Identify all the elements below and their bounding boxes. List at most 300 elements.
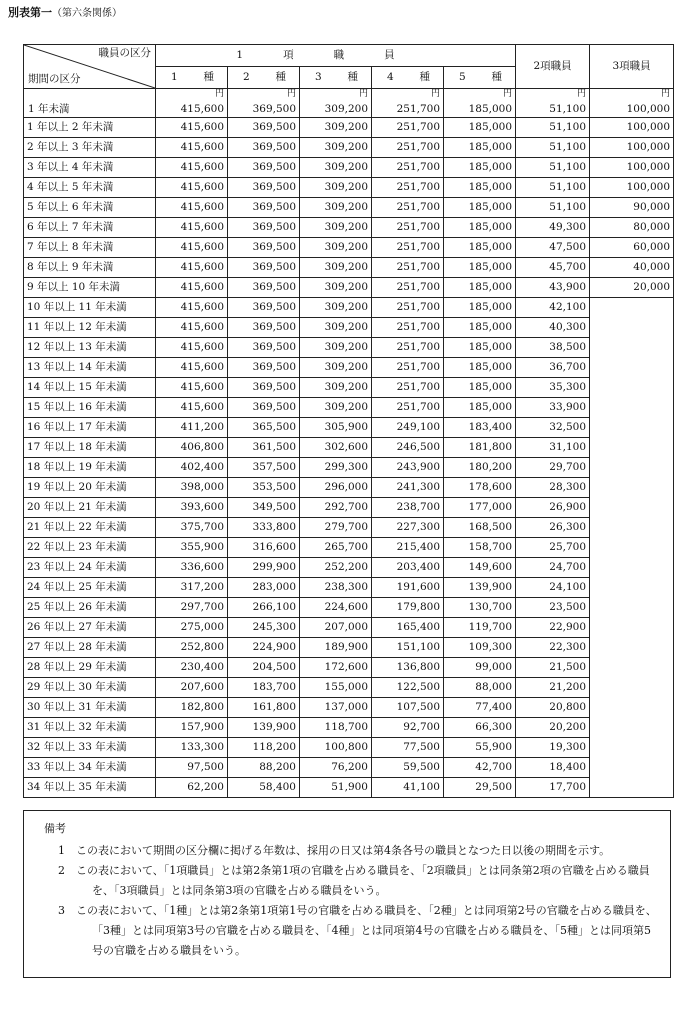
amount-cell: 415,600 xyxy=(156,278,228,298)
yen-unit-label: 円 xyxy=(661,89,671,99)
amount-cell: 251,700 xyxy=(372,298,444,318)
amount-cell: 369,500 xyxy=(228,318,300,338)
amount-cell: 177,000 xyxy=(444,498,516,518)
amount-cell: 168,500 xyxy=(444,518,516,538)
amount-cell: 23,500 xyxy=(516,598,590,618)
amount-cell: 183,700 xyxy=(228,678,300,698)
amount-cell: 100,000 xyxy=(590,178,674,198)
amount-value: 51,100 xyxy=(549,103,587,115)
period-cell: 25 年以上 26 年未満 xyxy=(24,598,156,618)
period-cell: 19 年以上 20 年未満 xyxy=(24,478,156,498)
amount-cell: 51,100 xyxy=(516,198,590,218)
period-cell: 21 年以上 22 年未満 xyxy=(24,518,156,538)
amount-cell: 411,200 xyxy=(156,418,228,438)
amount-cell: 355,900 xyxy=(156,538,228,558)
amount-cell: 251,700 xyxy=(372,318,444,338)
amount-cell: 41,100 xyxy=(372,778,444,798)
class-number: 3 xyxy=(315,71,322,83)
period-cell: 29 年以上 30 年未満 xyxy=(24,678,156,698)
amount-cell: 415,600 xyxy=(156,298,228,318)
amount-cell: 309,200 xyxy=(300,198,372,218)
blank-cell xyxy=(590,538,674,558)
amount-cell: 361,500 xyxy=(228,438,300,458)
amount-value: 251,700 xyxy=(396,103,440,115)
header-corner-cell xyxy=(24,45,156,89)
amount-cell: 189,900 xyxy=(300,638,372,658)
table-title xyxy=(8,4,122,20)
period-cell: 11 年以上 12 年未満 xyxy=(24,318,156,338)
period-cell: 31 年以上 32 年未満 xyxy=(24,718,156,738)
class-header-3 xyxy=(300,67,372,89)
class-unit: 種 xyxy=(203,71,214,83)
period-cell: 2 年以上 3 年未満 xyxy=(24,138,156,158)
amount-cell: 99,000 xyxy=(444,658,516,678)
amount-cell: 241,300 xyxy=(372,478,444,498)
period-cell: 9 年以上 10 年未満 xyxy=(24,278,156,298)
amount-cell: 60,000 xyxy=(590,238,674,258)
class-unit: 種 xyxy=(491,71,503,83)
role-division-label: 職員の区分 xyxy=(98,47,151,59)
amount-cell: 309,200 xyxy=(300,278,372,298)
amount-cell: 251,700 xyxy=(372,178,444,198)
amount-cell: 185,000 xyxy=(444,398,516,418)
amount-cell: 292,700 xyxy=(300,498,372,518)
amount-cell: 118,700 xyxy=(300,718,372,738)
amount-cell: 415,600 xyxy=(156,358,228,378)
amount-cell: 299,300 xyxy=(300,458,372,478)
amount-cell: 100,000 xyxy=(590,158,674,178)
amount-cell: 42,100 xyxy=(516,298,590,318)
amount-cell: 309,200 xyxy=(300,318,372,338)
period-cell: 30 年以上 31 年未満 xyxy=(24,698,156,718)
amount-cell: 161,800 xyxy=(228,698,300,718)
period-cell: 34 年以上 35 年未満 xyxy=(24,778,156,798)
amount-cell: 183,400 xyxy=(444,418,516,438)
blank-cell xyxy=(590,318,674,338)
amount-cell: 251,700 xyxy=(372,118,444,138)
table-body xyxy=(24,45,674,798)
amount-cell: 333,800 xyxy=(228,518,300,538)
amount-cell: 49,300 xyxy=(516,218,590,238)
amount-cell: 309,200 xyxy=(300,398,372,418)
blank-cell xyxy=(590,678,674,698)
amount-cell: 215,400 xyxy=(372,538,444,558)
amount-cell: 21,500 xyxy=(516,658,590,678)
amount-cell: 415,600 xyxy=(156,198,228,218)
amount-cell: 32,500 xyxy=(516,418,590,438)
table-row xyxy=(24,158,674,178)
blank-cell xyxy=(590,778,674,798)
amount-cell xyxy=(444,89,516,118)
amount-cell: 249,100 xyxy=(372,418,444,438)
amount-cell: 296,000 xyxy=(300,478,372,498)
period-cell: 15 年以上 16 年未満 xyxy=(24,398,156,418)
class-header-4 xyxy=(372,67,444,89)
amount-cell: 185,000 xyxy=(444,298,516,318)
period-cell: 4 年以上 5 年未満 xyxy=(24,178,156,198)
amount-cell: 415,600 xyxy=(156,218,228,238)
amount-cell: 251,700 xyxy=(372,358,444,378)
amount-cell: 29,500 xyxy=(444,778,516,798)
blank-cell xyxy=(590,598,674,618)
amount-cell: 305,900 xyxy=(300,418,372,438)
amount-cell: 203,400 xyxy=(372,558,444,578)
period-cell: 6 年以上 7 年未満 xyxy=(24,218,156,238)
amount-cell: 185,000 xyxy=(444,378,516,398)
period-cell: 23 年以上 24 年未満 xyxy=(24,558,156,578)
amount-cell: 402,400 xyxy=(156,458,228,478)
amount-cell: 38,500 xyxy=(516,338,590,358)
table-row xyxy=(24,398,674,418)
amount-cell: 415,600 xyxy=(156,178,228,198)
amount-cell: 21,200 xyxy=(516,678,590,698)
amount-cell: 26,300 xyxy=(516,518,590,538)
notes-box xyxy=(23,810,671,978)
table-row xyxy=(24,678,674,698)
blank-cell xyxy=(590,558,674,578)
amount-cell: 40,000 xyxy=(590,258,674,278)
amount-cell: 20,800 xyxy=(516,698,590,718)
allowance-table xyxy=(23,44,674,798)
amount-cell: 302,600 xyxy=(300,438,372,458)
amount-cell: 36,700 xyxy=(516,358,590,378)
amount-cell: 45,700 xyxy=(516,258,590,278)
amount-cell: 309,200 xyxy=(300,138,372,158)
table-row xyxy=(24,698,674,718)
amount-cell: 369,500 xyxy=(228,118,300,138)
amount-cell xyxy=(372,89,444,118)
amount-value: 100,000 xyxy=(626,103,671,115)
amount-cell: 90,000 xyxy=(590,198,674,218)
amount-cell: 369,500 xyxy=(228,258,300,278)
amount-cell: 107,500 xyxy=(372,698,444,718)
note-item-1: 1 この表において期間の区分欄に掲げる年数は、採用の日又は第4条各号の職員となつた日以後の期間を示す。 xyxy=(58,844,611,857)
blank-cell xyxy=(590,718,674,738)
amount-cell: 20,000 xyxy=(590,278,674,298)
amount-cell: 180,200 xyxy=(444,458,516,478)
table-row xyxy=(24,558,674,578)
amount-cell: 51,100 xyxy=(516,158,590,178)
table-row xyxy=(24,418,674,438)
amount-cell: 47,500 xyxy=(516,238,590,258)
period-cell: 16 年以上 17 年未満 xyxy=(24,418,156,438)
amount-cell: 415,600 xyxy=(156,378,228,398)
amount-cell: 251,700 xyxy=(372,398,444,418)
blank-cell xyxy=(590,658,674,678)
amount-cell: 299,900 xyxy=(228,558,300,578)
amount-cell: 309,200 xyxy=(300,178,372,198)
amount-cell: 415,600 xyxy=(156,158,228,178)
amount-cell: 179,800 xyxy=(372,598,444,618)
amount-cell: 130,700 xyxy=(444,598,516,618)
table-row xyxy=(24,298,674,318)
amount-cell: 66,300 xyxy=(444,718,516,738)
amount-cell: 51,100 xyxy=(516,178,590,198)
amount-cell: 88,200 xyxy=(228,758,300,778)
amount-cell: 336,600 xyxy=(156,558,228,578)
amount-cell: 369,500 xyxy=(228,138,300,158)
table-row xyxy=(24,178,674,198)
amount-cell: 185,000 xyxy=(444,338,516,358)
amount-cell: 309,200 xyxy=(300,258,372,278)
blank-cell xyxy=(590,618,674,638)
table-row xyxy=(24,378,674,398)
amount-cell: 243,900 xyxy=(372,458,444,478)
amount-cell: 309,200 xyxy=(300,158,372,178)
amount-cell: 31,100 xyxy=(516,438,590,458)
amount-cell: 97,500 xyxy=(156,758,228,778)
amount-cell: 191,600 xyxy=(372,578,444,598)
table-row xyxy=(24,738,674,758)
amount-cell: 246,500 xyxy=(372,438,444,458)
amount-cell: 224,900 xyxy=(228,638,300,658)
amount-cell: 204,500 xyxy=(228,658,300,678)
class-header-5 xyxy=(444,67,516,89)
amount-cell: 185,000 xyxy=(444,318,516,338)
note-item-3: 3 この表において、「1種」とは第2条第1項第1号の官職を占める職員を、「2種」とは同項第2号の官職を占める職員を、「3種」とは同項第3号の官職を占める職員を、「4種」とは同項第4号の官職を占める職員を、「5種」とは同項第5号の官職を占める職員をいう。 xyxy=(58,904,657,957)
amount-cell: 369,500 xyxy=(228,158,300,178)
amount-cell: 251,700 xyxy=(372,158,444,178)
amount-cell xyxy=(228,89,300,118)
amount-cell: 251,700 xyxy=(372,378,444,398)
amount-cell: 415,600 xyxy=(156,118,228,138)
table-row xyxy=(24,498,674,518)
amount-cell: 393,600 xyxy=(156,498,228,518)
amount-cell: 51,900 xyxy=(300,778,372,798)
period-cell: 13 年以上 14 年未満 xyxy=(24,358,156,378)
amount-cell: 369,500 xyxy=(228,278,300,298)
class-number: 4 xyxy=(387,71,394,83)
amount-cell: 297,700 xyxy=(156,598,228,618)
amount-cell: 26,900 xyxy=(516,498,590,518)
amount-cell: 230,400 xyxy=(156,658,228,678)
amount-cell: 309,200 xyxy=(300,338,372,358)
table-row xyxy=(24,438,674,458)
amount-cell: 415,600 xyxy=(156,258,228,278)
table-row xyxy=(24,658,674,678)
table-row xyxy=(24,318,674,338)
amount-cell: 185,000 xyxy=(444,198,516,218)
period-cell: 33 年以上 34 年未満 xyxy=(24,758,156,778)
amount-cell: 349,500 xyxy=(228,498,300,518)
amount-cell: 251,700 xyxy=(372,238,444,258)
amount-cell: 398,000 xyxy=(156,478,228,498)
amount-cell: 155,000 xyxy=(300,678,372,698)
amount-cell: 415,600 xyxy=(156,318,228,338)
blank-cell xyxy=(590,498,674,518)
blank-cell xyxy=(590,298,674,318)
period-cell: 22 年以上 23 年未満 xyxy=(24,538,156,558)
amount-cell: 181,800 xyxy=(444,438,516,458)
blank-cell xyxy=(590,738,674,758)
amount-cell: 309,200 xyxy=(300,118,372,138)
amount-cell: 76,200 xyxy=(300,758,372,778)
amount-cell: 22,900 xyxy=(516,618,590,638)
amount-cell: 59,500 xyxy=(372,758,444,778)
amount-cell: 92,700 xyxy=(372,718,444,738)
blank-cell xyxy=(590,698,674,718)
amount-cell: 185,000 xyxy=(444,278,516,298)
amount-cell: 17,700 xyxy=(516,778,590,798)
note-item-2: 2 この表において、「1項職員」とは第2条第1項の官職を占める職員を、「2項職員」とは同条第2項の官職を占める職員を、「3項職員」とは同条第3項の官職を占める職員をいう。 xyxy=(58,864,650,897)
amount-cell xyxy=(156,89,228,118)
period-cell: 1 年以上 2 年未満 xyxy=(24,118,156,138)
amount-cell: 100,000 xyxy=(590,118,674,138)
period-cell: 17 年以上 18 年未満 xyxy=(24,438,156,458)
amount-cell: 224,600 xyxy=(300,598,372,618)
amount-cell: 51,100 xyxy=(516,118,590,138)
amount-cell: 251,700 xyxy=(372,258,444,278)
amount-cell: 28,300 xyxy=(516,478,590,498)
table-row xyxy=(24,758,674,778)
period-cell: 14 年以上 15 年未満 xyxy=(24,378,156,398)
amount-cell: 137,000 xyxy=(300,698,372,718)
amount-cell: 279,700 xyxy=(300,518,372,538)
amount-cell: 185,000 xyxy=(444,258,516,278)
amount-value: 415,600 xyxy=(180,103,224,115)
amount-cell xyxy=(590,89,674,118)
period-cell: 24 年以上 25 年未満 xyxy=(24,578,156,598)
period-cell: 27 年以上 28 年未満 xyxy=(24,638,156,658)
amount-cell: 309,200 xyxy=(300,358,372,378)
class-unit: 種 xyxy=(419,71,430,83)
table-row xyxy=(24,478,674,498)
group1-header: 1項職員 xyxy=(156,45,516,67)
blank-cell xyxy=(590,438,674,458)
amount-cell: 251,700 xyxy=(372,278,444,298)
amount-cell: 118,200 xyxy=(228,738,300,758)
table-row xyxy=(24,258,674,278)
yen-unit-label: 円 xyxy=(430,89,440,99)
blank-cell xyxy=(590,418,674,438)
amount-cell: 316,600 xyxy=(228,538,300,558)
yen-unit-label: 円 xyxy=(503,89,513,99)
period-cell xyxy=(24,89,156,118)
amount-cell: 33,900 xyxy=(516,398,590,418)
class-header-1 xyxy=(156,67,228,89)
blank-cell xyxy=(590,358,674,378)
blank-cell xyxy=(590,398,674,418)
blank-cell xyxy=(590,458,674,478)
table-row xyxy=(24,89,674,118)
amount-cell: 369,500 xyxy=(228,238,300,258)
amount-cell: 251,700 xyxy=(372,138,444,158)
amount-cell: 51,100 xyxy=(516,138,590,158)
amount-cell: 182,800 xyxy=(156,698,228,718)
period-cell: 7 年以上 8 年未満 xyxy=(24,238,156,258)
amount-cell: 149,600 xyxy=(444,558,516,578)
amount-cell: 185,000 xyxy=(444,178,516,198)
amount-cell: 357,500 xyxy=(228,458,300,478)
amount-cell: 35,300 xyxy=(516,378,590,398)
period-cell: 26 年以上 27 年未満 xyxy=(24,618,156,638)
amount-cell: 251,700 xyxy=(372,198,444,218)
amount-cell: 178,600 xyxy=(444,478,516,498)
amount-cell: 139,900 xyxy=(228,718,300,738)
amount-value: 185,000 xyxy=(468,103,513,115)
amount-cell: 185,000 xyxy=(444,218,516,238)
period-cell: 32 年以上 33 年未満 xyxy=(24,738,156,758)
amount-cell xyxy=(300,89,372,118)
amount-value: 309,200 xyxy=(324,103,368,115)
period-cell: 10 年以上 11 年未満 xyxy=(24,298,156,318)
table-row xyxy=(24,638,674,658)
table-row xyxy=(24,598,674,618)
yen-unit-label: 円 xyxy=(214,89,224,99)
period-cell: 20 年以上 21 年未満 xyxy=(24,498,156,518)
class-header-2 xyxy=(228,67,300,89)
amount-cell xyxy=(516,89,590,118)
table-row xyxy=(24,338,674,358)
amount-cell: 369,500 xyxy=(228,198,300,218)
period-cell: 5 年以上 6 年未満 xyxy=(24,198,156,218)
amount-cell: 375,700 xyxy=(156,518,228,538)
yen-unit-label: 円 xyxy=(358,89,368,99)
class-number: 1 xyxy=(171,71,178,83)
amount-cell: 43,900 xyxy=(516,278,590,298)
table-row xyxy=(24,138,674,158)
amount-cell: 77,500 xyxy=(372,738,444,758)
class-number: 5 xyxy=(459,71,466,83)
header-row-1 xyxy=(24,45,674,67)
amount-cell: 172,600 xyxy=(300,658,372,678)
table-row xyxy=(24,358,674,378)
table-row xyxy=(24,118,674,138)
amount-cell: 20,200 xyxy=(516,718,590,738)
amount-cell: 29,700 xyxy=(516,458,590,478)
class-unit: 種 xyxy=(347,71,358,83)
amount-cell: 109,300 xyxy=(444,638,516,658)
amount-cell: 207,000 xyxy=(300,618,372,638)
amount-cell: 415,600 xyxy=(156,338,228,358)
table-row xyxy=(24,578,674,598)
table-row xyxy=(24,718,674,738)
amount-cell: 158,700 xyxy=(444,538,516,558)
table-row xyxy=(24,238,674,258)
amount-cell: 251,700 xyxy=(372,338,444,358)
amount-cell: 80,000 xyxy=(590,218,674,238)
amount-cell: 283,000 xyxy=(228,578,300,598)
amount-cell: 22,300 xyxy=(516,638,590,658)
amount-cell: 185,000 xyxy=(444,138,516,158)
amount-cell: 309,200 xyxy=(300,238,372,258)
group2-header: 2項職員 xyxy=(516,45,590,89)
amount-cell: 165,400 xyxy=(372,618,444,638)
amount-cell: 55,900 xyxy=(444,738,516,758)
amount-cell: 100,000 xyxy=(590,138,674,158)
table-row xyxy=(24,278,674,298)
amount-cell: 369,500 xyxy=(228,378,300,398)
period-text: 1 年未満 xyxy=(28,103,70,115)
amount-cell: 151,100 xyxy=(372,638,444,658)
amount-cell: 88,000 xyxy=(444,678,516,698)
period-cell: 3 年以上 4 年未満 xyxy=(24,158,156,178)
yen-unit-label: 円 xyxy=(577,89,587,99)
blank-cell xyxy=(590,578,674,598)
amount-cell: 415,600 xyxy=(156,138,228,158)
amount-cell: 406,800 xyxy=(156,438,228,458)
amount-cell: 309,200 xyxy=(300,218,372,238)
group3-header: 3項職員 xyxy=(590,45,674,89)
amount-cell: 227,300 xyxy=(372,518,444,538)
blank-cell xyxy=(590,338,674,358)
amount-cell: 369,500 xyxy=(228,398,300,418)
notes-heading: 備考 xyxy=(44,822,66,835)
amount-cell: 119,700 xyxy=(444,618,516,638)
amount-cell: 58,400 xyxy=(228,778,300,798)
amount-cell: 185,000 xyxy=(444,358,516,378)
title-note: （第六条関係） xyxy=(52,8,122,19)
